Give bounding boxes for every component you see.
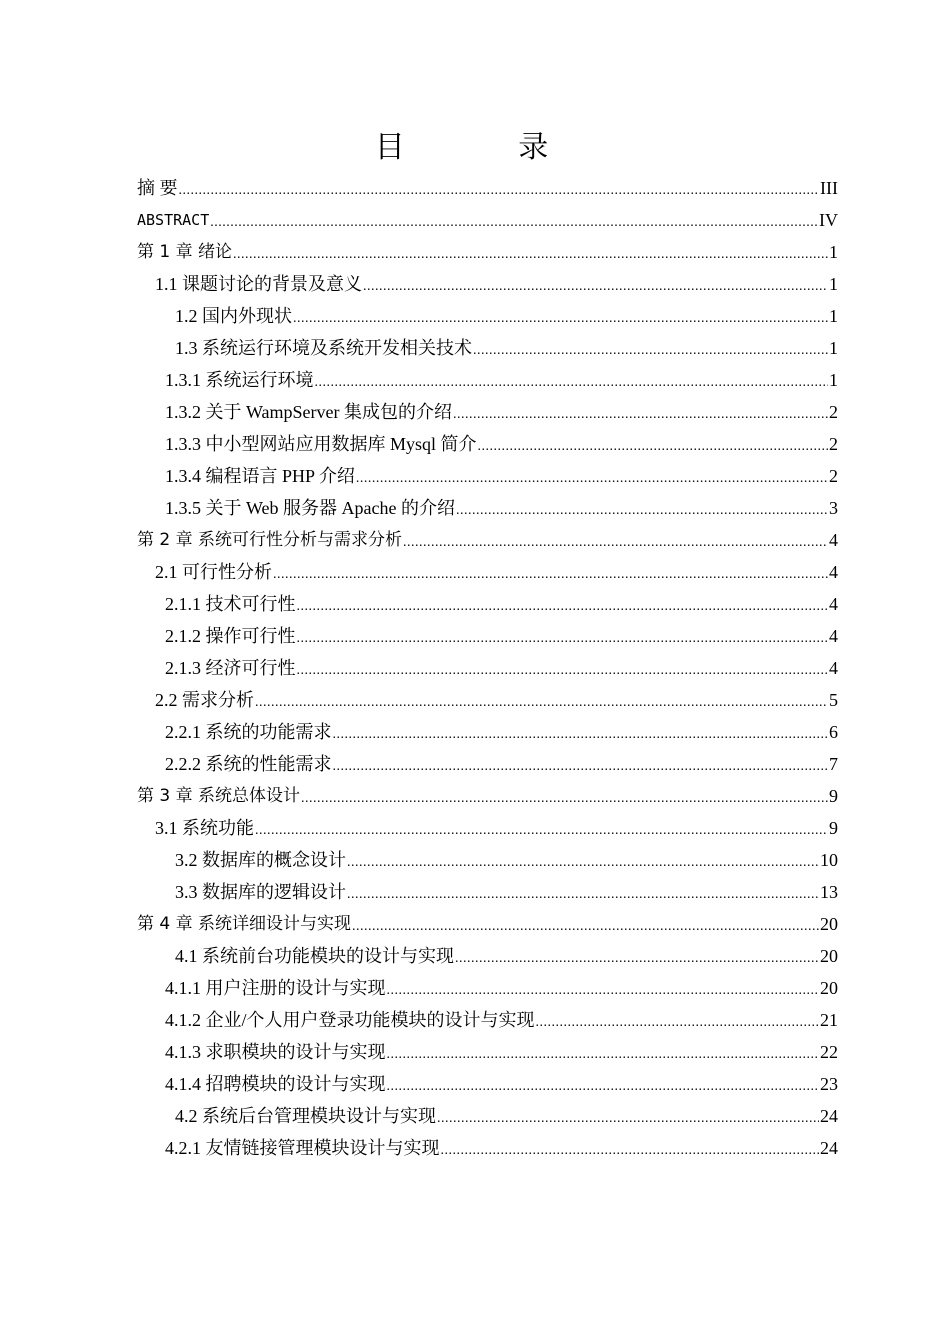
toc-leader (315, 370, 829, 396)
toc-entry-label: 2.1.2 操作可行性 (165, 626, 296, 646)
toc-leader (255, 690, 828, 716)
toc-entry-2-1-3[interactable] (165, 652, 838, 684)
toc-leader (473, 338, 828, 364)
toc-leader (301, 786, 828, 812)
toc-leader (293, 306, 828, 332)
toc-entry-2-1-2[interactable] (165, 620, 838, 652)
toc-entry-page: 9 (829, 818, 838, 838)
toc-entry-chapter-2[interactable] (137, 524, 838, 556)
toc-entry-label: 3.3 数据库的逻辑设计 (175, 882, 346, 902)
toc-entry-page: 4 (829, 530, 838, 550)
toc-leader (536, 1010, 820, 1036)
toc-entry-1-3-2[interactable] (165, 396, 838, 428)
toc-leader (297, 594, 829, 620)
toc-leader (333, 722, 829, 748)
toc-entry-page: 20 (820, 978, 838, 998)
toc-entry-page: 1 (829, 242, 838, 262)
toc-leader (179, 178, 820, 204)
toc-entry-label: 第 1 章 绪论 (137, 242, 233, 262)
toc-entry-page: 2 (829, 466, 838, 486)
toc-entry-page: 20 (820, 914, 838, 934)
toc-entry-label: 4.2 系统后台管理模块设计与实现 (175, 1106, 436, 1126)
toc-entry-4-1-2[interactable] (165, 1004, 838, 1036)
toc-entry-4-2-1[interactable] (165, 1132, 838, 1164)
toc-entry-1-3[interactable] (175, 332, 838, 364)
toc-entry-3-1[interactable] (155, 812, 838, 844)
toc-entry-label: 第 4 章 系统详细设计与实现 (137, 914, 352, 934)
toc-entry-label: 2.2.2 系统的性能需求 (165, 754, 332, 774)
toc-entry-label: 1.3.3 中小型网站应用数据库 Mysql 简介 (165, 434, 477, 454)
toc-entry-page: 24 (820, 1138, 838, 1158)
toc-entry-page: 1 (829, 338, 838, 358)
toc-entry-label: 2.2 需求分析 (155, 690, 254, 710)
toc-entry-label: 2.2.1 系统的功能需求 (165, 722, 332, 742)
toc-entry-page: 20 (820, 946, 838, 966)
toc-entry-label: 4.1.3 求职模块的设计与实现 (165, 1042, 386, 1062)
toc-entry-chapter-3[interactable] (137, 780, 838, 812)
toc-entry-page: 21 (820, 1010, 838, 1030)
toc-leader (363, 274, 828, 300)
toc-entry-label: 1.3.4 编程语言 PHP 介绍 (165, 466, 355, 486)
toc-entry-page: 4 (829, 626, 838, 646)
toc-entry-1-3-5[interactable] (165, 492, 838, 524)
toc-leader (441, 1138, 820, 1164)
toc-entry-page: 4 (829, 658, 838, 678)
toc-entry-page: 23 (820, 1074, 838, 1094)
toc-leader (233, 242, 828, 268)
toc-entry-label: 1.1 课题讨论的背景及意义 (155, 274, 362, 294)
toc-entry-chapter-4[interactable] (137, 908, 838, 940)
toc-entry-label: 第 2 章 系统可行性分析与需求分析 (137, 530, 403, 550)
toc-entry-3-2[interactable] (175, 844, 838, 876)
toc-entry-2-1-1[interactable] (165, 588, 838, 620)
toc-entry-page: III (820, 178, 838, 198)
toc-entry-chapter-1[interactable] (137, 236, 838, 268)
toc-leader (347, 882, 819, 908)
toc-leader (333, 754, 829, 780)
toc-entry-page: 7 (829, 754, 838, 774)
toc-entry-1-2[interactable] (175, 300, 838, 332)
toc-entry-page: 13 (820, 882, 838, 902)
toc-entry-2-1[interactable] (155, 556, 838, 588)
toc-entry-label: 4.1.2 企业/个人用户登录功能模块的设计与实现 (165, 1010, 535, 1030)
toc-entry-label: 第 3 章 系统总体设计 (137, 786, 301, 806)
toc-leader (273, 562, 828, 588)
toc-entry-label: 摘 要 (137, 178, 178, 198)
toc-entry-page: 9 (829, 786, 838, 806)
toc-entry-1-3-3[interactable] (165, 428, 838, 460)
toc-leader (387, 1042, 820, 1068)
toc-leader (356, 466, 828, 492)
toc-entry-2-2-2[interactable] (165, 748, 838, 780)
toc-entry-page: 1 (829, 306, 838, 326)
toc-entry-1-3-4[interactable] (165, 460, 838, 492)
toc-leader (403, 530, 828, 556)
toc-leader (297, 658, 829, 684)
toc-entry-page: 2 (829, 402, 838, 422)
toc-entry-abstract-cn[interactable] (137, 172, 838, 204)
toc-leader (387, 978, 820, 1004)
toc-entry-page: 6 (829, 722, 838, 742)
toc-entry-page: 2 (829, 434, 838, 454)
toc-entry-page: IV (819, 210, 838, 230)
toc-leader (387, 1074, 820, 1100)
toc-entry-4-2[interactable] (175, 1100, 838, 1132)
toc-entry-4-1-1[interactable] (165, 972, 838, 1004)
toc-entry-label: 4.1 系统前台功能模块的设计与实现 (175, 946, 454, 966)
toc-entry-page: 1 (829, 274, 838, 294)
toc-entry-label: ABSTRACT (137, 211, 210, 229)
toc-entry-label: 4.1.4 招聘模块的设计与实现 (165, 1074, 386, 1094)
toc-entry-label: 1.3.5 关于 Web 服务器 Apache 的介绍 (165, 498, 456, 518)
toc-leader (352, 914, 819, 940)
toc-entry-abstract-en[interactable] (137, 204, 838, 236)
toc-entry-page: 24 (820, 1106, 838, 1126)
toc-entry-page: 3 (829, 498, 838, 518)
toc-entry-label: 3.2 数据库的概念设计 (175, 850, 346, 870)
toc-leader (210, 210, 818, 236)
toc-entry-1-3-1[interactable] (165, 364, 838, 396)
toc-entry-page: 5 (829, 690, 838, 710)
toc-leader (347, 850, 819, 876)
toc-leader (455, 946, 819, 972)
toc-entry-page: 22 (820, 1042, 838, 1062)
toc-entry-page: 1 (829, 370, 838, 390)
toc-leader (478, 434, 828, 460)
toc-entry-label: 4.1.1 用户注册的设计与实现 (165, 978, 386, 998)
toc-entry-label: 2.1.3 经济可行性 (165, 658, 296, 678)
toc-entry-2-2-1[interactable] (165, 716, 838, 748)
toc-entry-page: 10 (820, 850, 838, 870)
toc-entry-page: 4 (829, 562, 838, 582)
toc-entry-3-3[interactable] (175, 876, 838, 908)
toc-entry-1-1[interactable] (155, 268, 838, 300)
toc-entry-label: 3.1 系统功能 (155, 818, 254, 838)
toc-leader (437, 1106, 819, 1132)
toc-entry-page: 4 (829, 594, 838, 614)
toc-leader (297, 626, 829, 652)
toc-entry-label: 2.1.1 技术可行性 (165, 594, 296, 614)
toc-entry-label: 1.3.2 关于 WampServer 集成包的介绍 (165, 402, 453, 422)
toc-entry-label: 4.2.1 友情链接管理模块设计与实现 (165, 1138, 440, 1158)
toc-entry-label: 2.1 可行性分析 (155, 562, 272, 582)
toc-entry-label: 1.3 系统运行环境及系统开发相关技术 (175, 338, 472, 358)
toc-leader (453, 402, 828, 428)
toc-leader (255, 818, 828, 844)
toc-entry-4-1-3[interactable] (165, 1036, 838, 1068)
toc-leader (456, 498, 828, 524)
toc-entry-label: 1.3.1 系统运行环境 (165, 370, 314, 390)
toc-entry-label: 1.2 国内外现状 (175, 306, 292, 326)
toc-title: 目 录 (374, 130, 601, 165)
toc-entry-4-1[interactable] (175, 940, 838, 972)
toc-entry-4-1-4[interactable] (165, 1068, 838, 1100)
toc-entry-2-2[interactable] (155, 684, 838, 716)
